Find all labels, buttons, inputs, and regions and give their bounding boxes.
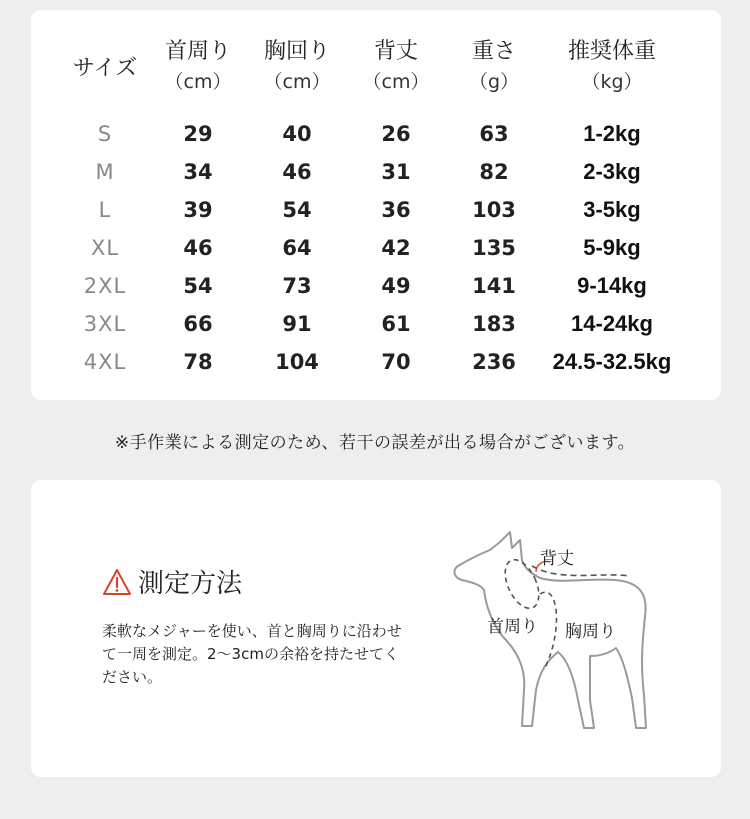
table-cell-recommended: 14-24kg	[571, 311, 653, 336]
dog-label-neck: 首周り	[487, 617, 538, 637]
table-cell-back: 61	[381, 312, 411, 336]
table-cell-size: M	[95, 160, 115, 184]
table-header-3	[351, 37, 441, 97]
table-header-unit: （g）	[468, 71, 520, 93]
table-cell-neck: 34	[183, 160, 213, 184]
table-cell-recommended: 2-3kg	[583, 159, 641, 184]
table-header-label: 背丈	[373, 39, 418, 64]
table-cell-chest: 91	[282, 312, 312, 336]
dog-label-back: 背丈	[540, 549, 574, 569]
table-cell-neck: 66	[183, 312, 213, 336]
table-cell-back: 49	[381, 274, 411, 298]
table-cell-size: 4XL	[83, 350, 127, 374]
measure-title-text: 測定方法	[138, 569, 243, 599]
table-cell-back: 26	[381, 122, 411, 146]
table-header-4	[449, 37, 539, 97]
table-cell-neck: 39	[183, 198, 213, 222]
table-header-label: 推奨体重	[567, 39, 656, 64]
table-cell-chest: 40	[282, 122, 312, 146]
table-cell-weight: 236	[472, 350, 516, 374]
table-header-5	[532, 37, 692, 97]
dog-label-chest: 胸周り	[565, 622, 616, 642]
measure-description: 柔軟なメジャーを使い、首と胸周りに沿わせて一周を測定。2～3cmの余裕を持たせてください。	[102, 622, 402, 686]
table-cell-neck: 29	[183, 122, 213, 146]
table-cell-back: 36	[381, 198, 411, 222]
table-cell-chest: 73	[282, 274, 312, 298]
warning-icon	[102, 568, 132, 596]
table-header-unit: （cm）	[263, 71, 331, 93]
table-header-0	[60, 54, 150, 84]
table-cell-weight: 63	[479, 122, 509, 146]
table-header-1	[153, 37, 243, 97]
table-cell-size: 3XL	[83, 312, 127, 336]
table-cell-weight: 141	[472, 274, 516, 298]
table-cell-back: 42	[381, 236, 411, 260]
table-cell-neck: 78	[183, 350, 213, 374]
measure-title	[102, 563, 242, 600]
table-cell-size: S	[97, 122, 113, 146]
table-cell-back: 70	[381, 350, 411, 374]
table-header-2	[247, 37, 347, 97]
table-cell-neck: 46	[183, 236, 213, 260]
table-cell-size: L	[98, 198, 112, 222]
table-cell-recommended: 1-2kg	[583, 121, 641, 146]
table-header-label: 胸回り	[263, 39, 330, 64]
table-header-label: サイズ	[72, 56, 138, 81]
table-cell-recommended: 5-9kg	[583, 235, 641, 260]
table-cell-chest: 104	[275, 350, 319, 374]
measurement-note: ※手作業による測定のため、若干の誤差が出る場合がございます。	[114, 433, 636, 453]
table-cell-weight: 183	[472, 312, 516, 336]
table-header-label: 重さ	[471, 39, 516, 64]
table-cell-size: XL	[90, 236, 120, 260]
table-cell-chest: 46	[282, 160, 312, 184]
table-cell-recommended: 9-14kg	[577, 273, 647, 298]
table-cell-weight: 103	[472, 198, 516, 222]
table-cell-back: 31	[381, 160, 411, 184]
table-cell-recommended: 3-5kg	[583, 197, 641, 222]
table-cell-weight: 135	[472, 236, 516, 260]
table-header-unit: （kg）	[581, 71, 643, 93]
table-cell-recommended: 24.5-32.5kg	[552, 349, 672, 374]
table-cell-size: 2XL	[83, 274, 127, 298]
table-cell-weight: 82	[479, 160, 509, 184]
table-cell-neck: 54	[183, 274, 213, 298]
table-cell-chest: 54	[282, 198, 312, 222]
table-header-unit: （cm）	[164, 71, 232, 93]
table-header-label: 首周り	[164, 39, 231, 64]
table-header-unit: （cm）	[362, 71, 430, 93]
table-cell-chest: 64	[282, 236, 312, 260]
